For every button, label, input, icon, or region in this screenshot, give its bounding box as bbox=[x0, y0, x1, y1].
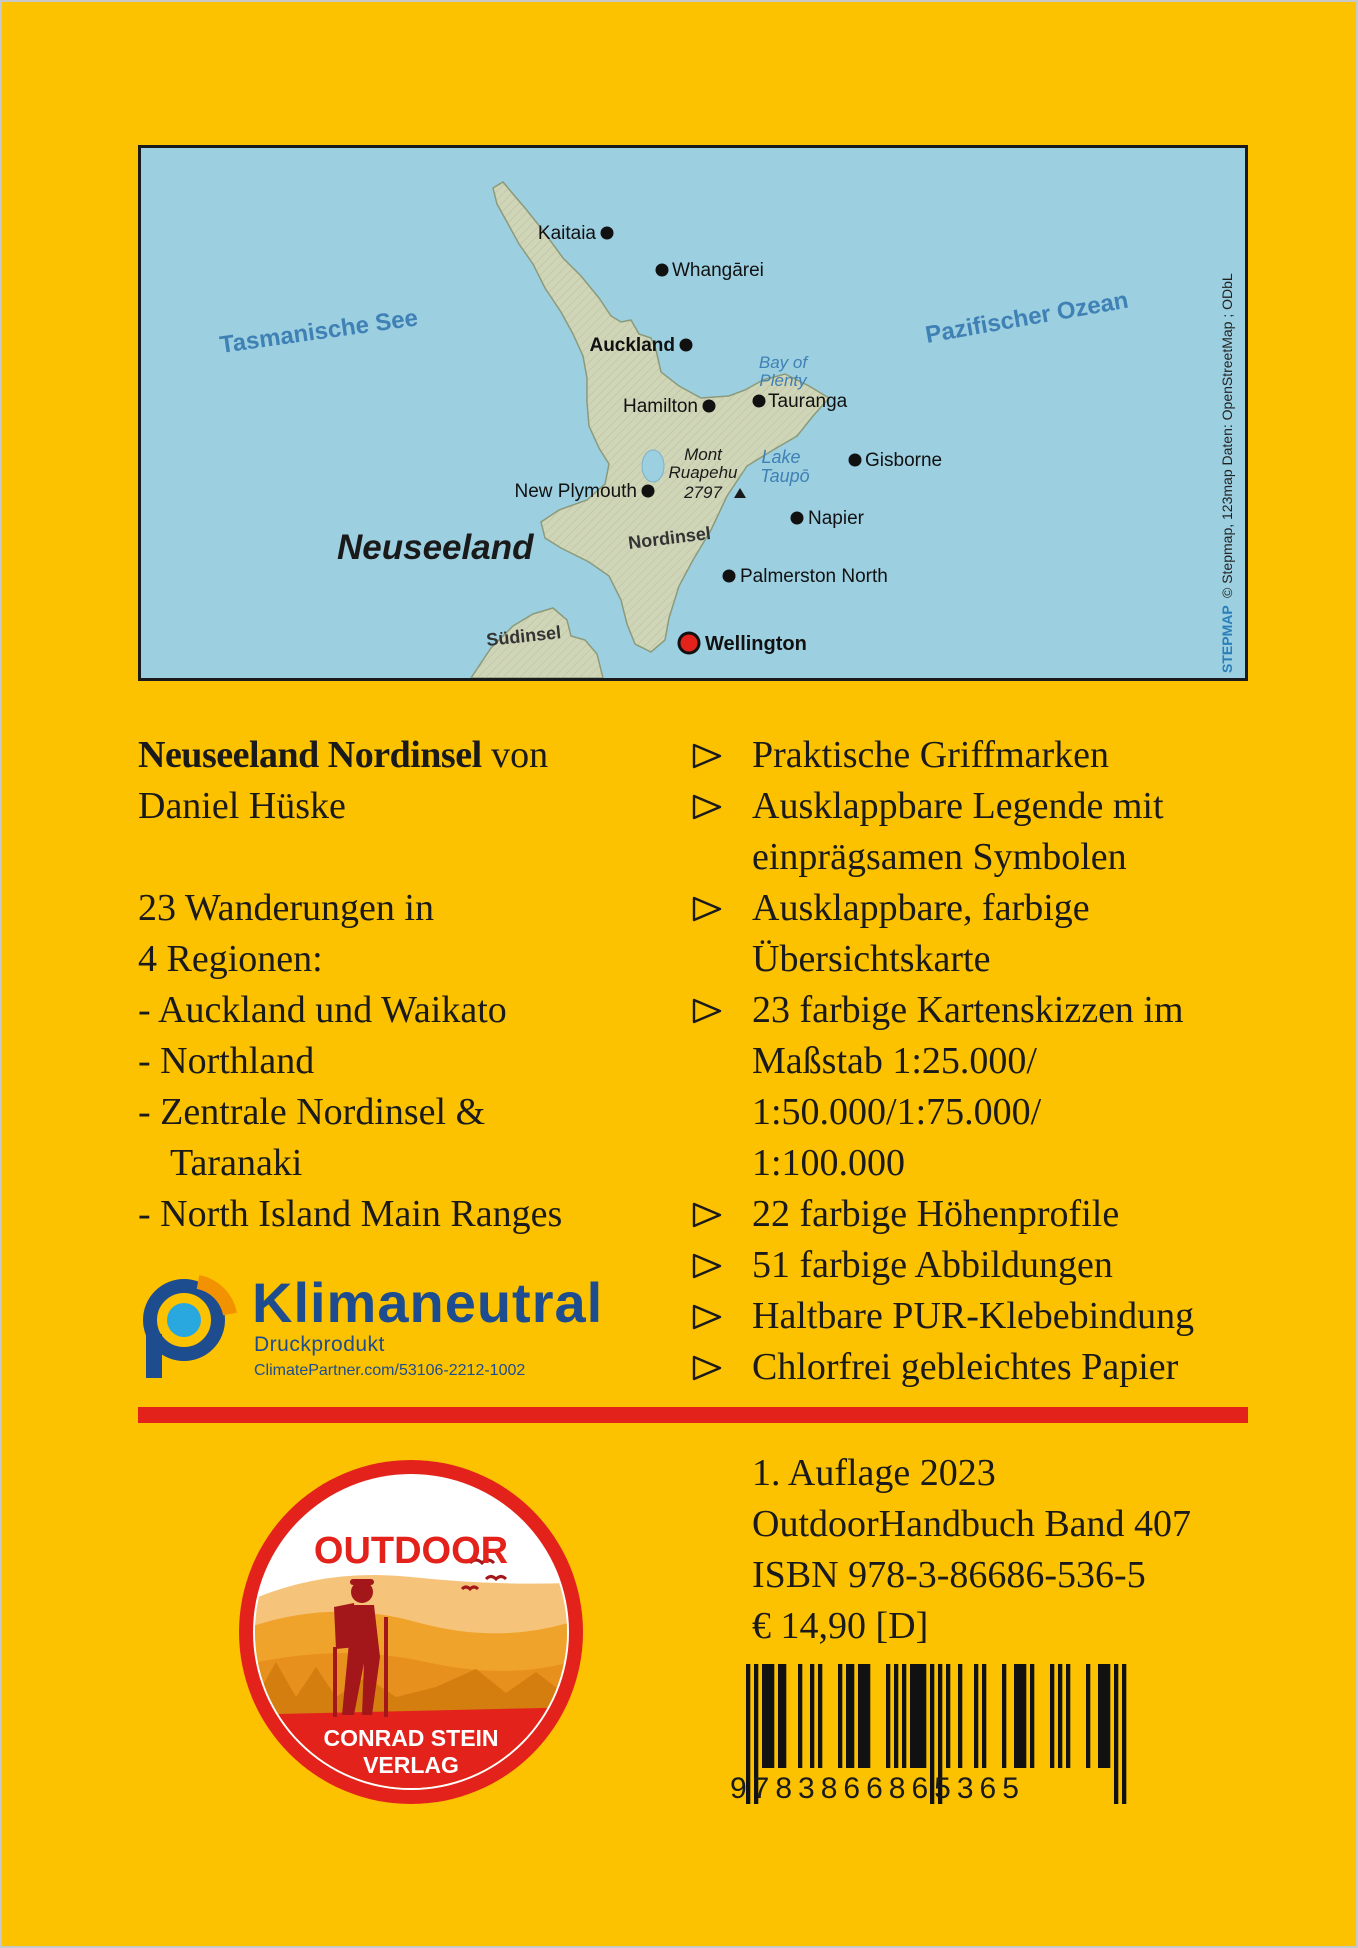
feature-text: 23 farbige Kartenskizzen im bbox=[752, 989, 1184, 1031]
barcode-bar bbox=[1018, 1664, 1022, 1768]
barcode-bar bbox=[918, 1664, 922, 1768]
feature-item bbox=[688, 1342, 1248, 1393]
badge-publisher-line2: VERLAG bbox=[363, 1752, 459, 1778]
feature-text: Übersichtskarte bbox=[752, 938, 991, 980]
svg-text:Wellington: Wellington bbox=[705, 633, 807, 655]
tours-count: 23 Wanderungen in bbox=[138, 887, 434, 929]
city-palmerston-north bbox=[723, 566, 888, 587]
book-title: Neuseeland Nordinsel bbox=[138, 734, 482, 776]
barcode-bar bbox=[1002, 1664, 1006, 1768]
feature-text: 22 farbige Höhenprofile bbox=[752, 1193, 1120, 1235]
feature-list bbox=[688, 730, 1248, 1393]
climate-partner-icon bbox=[138, 1274, 238, 1384]
barcode-bar bbox=[778, 1664, 782, 1768]
region-item: - North Island Main Ranges bbox=[138, 1193, 563, 1235]
barcode-bar bbox=[958, 1664, 962, 1768]
barcode-bar bbox=[858, 1664, 862, 1768]
city-new-plymouth bbox=[515, 481, 655, 502]
barcode-bar bbox=[1122, 1664, 1126, 1804]
klima-subtitle: Druckprodukt bbox=[254, 1333, 385, 1356]
barcode-bar bbox=[762, 1664, 766, 1768]
klima-title: Klimaneutral bbox=[252, 1271, 604, 1334]
map-credit-brand: STEPMAP bbox=[1219, 605, 1235, 673]
feature-item bbox=[688, 1240, 1248, 1291]
feature-item bbox=[688, 730, 1248, 781]
barcode-bar bbox=[770, 1664, 774, 1768]
barcode-bar bbox=[1102, 1664, 1106, 1768]
feature-text: Maßstab 1:25.000/ bbox=[752, 1040, 1037, 1082]
price: € 14,90 [D] bbox=[752, 1605, 929, 1647]
city-whangarei bbox=[656, 260, 764, 281]
barcode-bar bbox=[782, 1664, 786, 1768]
barcode-bar bbox=[818, 1664, 822, 1768]
mountain-label-2: Ruapehu bbox=[668, 463, 738, 482]
svg-text:New Plymouth: New Plymouth bbox=[514, 481, 637, 502]
north-island-label: Nordinsel bbox=[627, 523, 712, 553]
lake-label-1: Lake bbox=[761, 447, 801, 467]
barcode-bar bbox=[946, 1664, 950, 1768]
edition: 1. Auflage 2023 bbox=[752, 1452, 996, 1494]
overview-map bbox=[138, 145, 1248, 681]
barcode-bar bbox=[862, 1664, 866, 1768]
barcode-bar bbox=[902, 1664, 906, 1768]
barcode-bar bbox=[894, 1664, 898, 1768]
feature-text: Chlorfrei gebleichtes Papier bbox=[752, 1346, 1179, 1388]
region-item: - Northland bbox=[138, 1040, 315, 1082]
barcode-bar bbox=[866, 1664, 870, 1768]
barcode-bar bbox=[1114, 1664, 1118, 1804]
bay-label-1: Bay of bbox=[758, 353, 808, 372]
map-title: Neuseeland bbox=[337, 528, 534, 567]
isbn: ISBN 978-3-86686-536-5 bbox=[752, 1554, 1146, 1596]
feature-text: Praktische Griffmarken bbox=[752, 734, 1110, 776]
series: OutdoorHandbuch Band 407 bbox=[752, 1503, 1192, 1545]
badge-top-text: OUTDOOR bbox=[313, 1530, 509, 1572]
svg-text:Gisborne: Gisborne bbox=[865, 450, 943, 471]
feature-text: Ausklappbare Legende mit bbox=[752, 785, 1164, 827]
badge-publisher-line1: CONRAD STEIN bbox=[323, 1725, 499, 1751]
barcode-bar bbox=[1030, 1664, 1034, 1768]
sea-label-west: Tasmanische See bbox=[218, 304, 420, 359]
barcode-bar bbox=[910, 1664, 914, 1768]
bullet-triangle-icon bbox=[692, 1202, 722, 1228]
title-line bbox=[138, 730, 658, 781]
barcode-bar bbox=[1066, 1664, 1070, 1768]
svg-text:Napier: Napier bbox=[808, 508, 864, 529]
climate-neutral-logo bbox=[138, 1271, 658, 1384]
feature-text: Ausklappbare, farbige bbox=[752, 887, 1090, 929]
svg-text:Hamilton: Hamilton bbox=[623, 396, 698, 417]
bullet-triangle-icon bbox=[692, 896, 722, 922]
barcode-bar bbox=[1106, 1664, 1110, 1768]
barcode-bar bbox=[1098, 1664, 1102, 1768]
mountain-height: 2797 bbox=[684, 483, 722, 502]
region-item: - Auckland und Waikato bbox=[138, 989, 507, 1031]
barcode-bar bbox=[1058, 1664, 1062, 1768]
bullet-triangle-icon bbox=[692, 743, 722, 769]
map-credit: © Stepmap, 123map Daten: OpenStreetMap ; ODbL bbox=[1219, 273, 1235, 598]
feature-text: einprägsamen Symbolen bbox=[752, 836, 1127, 878]
barcode-bar bbox=[1086, 1664, 1090, 1768]
feature-item bbox=[688, 985, 1248, 1189]
regions-count: 4 Regionen: bbox=[138, 938, 323, 980]
svg-text:Tauranga: Tauranga bbox=[768, 391, 848, 412]
lake-label-2: Taupō bbox=[760, 466, 810, 486]
svg-text:Kaitaia: Kaitaia bbox=[537, 223, 596, 244]
book-info bbox=[138, 730, 658, 1240]
barcode-bar bbox=[1050, 1664, 1054, 1768]
bullet-triangle-icon bbox=[692, 1355, 722, 1381]
feature-item bbox=[688, 1291, 1248, 1342]
barcode-bar bbox=[766, 1664, 770, 1768]
svg-text:Whangārei: Whangārei bbox=[672, 260, 764, 281]
south-island-label: Südinsel bbox=[485, 622, 563, 650]
feature-text: 1:100.000 bbox=[752, 1142, 906, 1184]
bay-label-2: Plenty bbox=[759, 371, 807, 390]
barcode-bar bbox=[1014, 1664, 1018, 1768]
barcode-bar bbox=[850, 1664, 854, 1768]
author-name: Daniel Hüske bbox=[138, 785, 346, 827]
svg-text:Auckland: Auckland bbox=[589, 335, 675, 356]
mountain-label-1: Mont bbox=[684, 445, 722, 464]
bullet-triangle-icon bbox=[692, 1253, 722, 1279]
map-graphic bbox=[141, 148, 1245, 678]
feature-item bbox=[688, 1189, 1248, 1240]
barcode-bar bbox=[886, 1664, 890, 1768]
barcode-bar bbox=[982, 1664, 986, 1768]
svg-text:Palmerston North: Palmerston North bbox=[740, 566, 888, 587]
sea-label-east: Pazifischer Ozean bbox=[923, 286, 1131, 349]
by-word: von bbox=[481, 734, 549, 776]
barcode-bar bbox=[922, 1664, 926, 1768]
barcode-bar bbox=[1022, 1664, 1026, 1768]
feature-text: 1:50.000/1:75.000/ bbox=[752, 1091, 1042, 1133]
feature-item bbox=[688, 883, 1248, 985]
bullet-triangle-icon bbox=[692, 1304, 722, 1330]
barcode-bar bbox=[838, 1664, 842, 1768]
barcode-bar bbox=[846, 1664, 850, 1768]
barcode-bar bbox=[974, 1664, 978, 1768]
bullet-triangle-icon bbox=[692, 998, 722, 1024]
feature-text: Haltbare PUR-Klebebindung bbox=[752, 1295, 1195, 1337]
region-item-continued: Taranaki bbox=[170, 1142, 303, 1184]
region-item: - Zentrale Nordinsel & bbox=[138, 1091, 486, 1133]
barcode-bar bbox=[810, 1664, 814, 1768]
barcode-bar bbox=[914, 1664, 918, 1768]
klima-url: ClimatePartner.com/53106-2212-1002 bbox=[254, 1362, 526, 1379]
feature-text: 51 farbige Abbildungen bbox=[752, 1244, 1113, 1286]
barcode-digits: 9783866865365 bbox=[730, 1772, 1025, 1805]
imprint-block bbox=[752, 1448, 1191, 1652]
publisher-badge bbox=[236, 1457, 586, 1807]
red-divider bbox=[138, 1407, 1248, 1423]
bullet-triangle-icon bbox=[692, 794, 722, 820]
barcode-bar bbox=[798, 1664, 802, 1768]
feature-item bbox=[688, 781, 1248, 883]
